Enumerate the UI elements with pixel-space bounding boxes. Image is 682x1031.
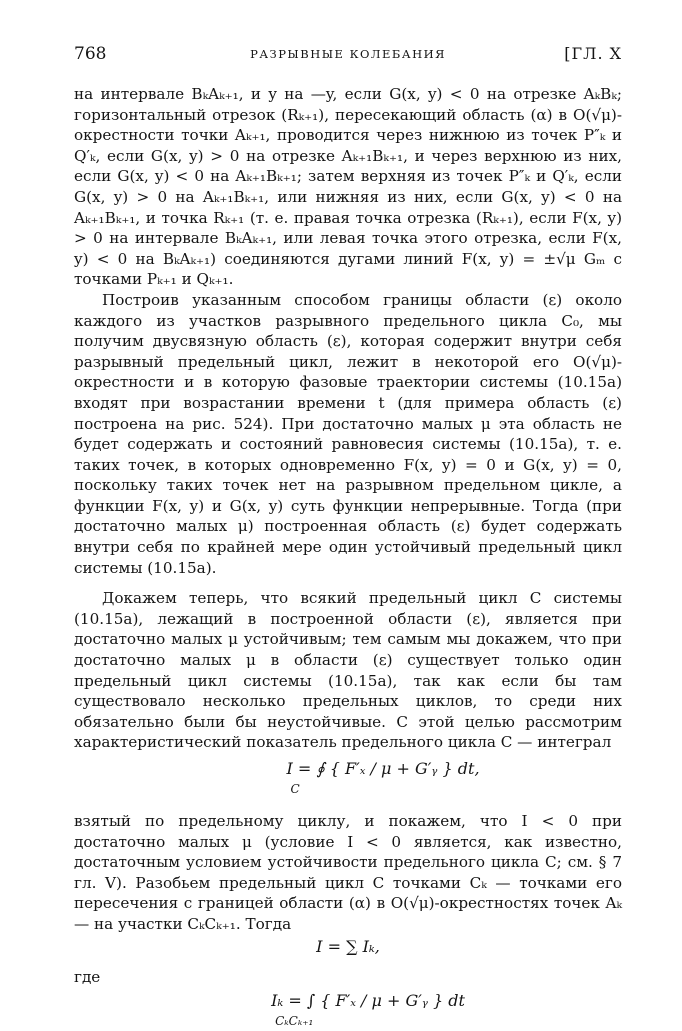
equation-segment-subscript: CₖCₖ₊₁: [275, 1013, 314, 1028]
equation-integral-subscript: C: [290, 782, 300, 796]
equation-sum-text: I = ∑ Iₖ,: [316, 936, 380, 956]
page-header: [74, 44, 622, 70]
equation-segment-integral: [74, 987, 622, 1031]
page-number: 768: [74, 44, 107, 64]
paragraph-stability-proof: Докажем теперь, что всякий предельный цикл C системы (10.15а), лежащий в построенной области (ε), является при достаточно малых μ устойчивым; тем самым мы докажем, что при достаточно малых μ в области (ε) существует только один предельный цикл системы (10.15а), так как если бы там существовало несколько предельных циклов, то среди них обязательно были бы неустойчивые. С этой целью рассмотрим характеристический показатель предельного цикла C — интеграл: [74, 589, 622, 752]
paragraph-continued: на интервале BₖAₖ₊₁, и y на —y, если G(x, y) < 0 на отрезке AₖBₖ; горизонтальный отрезок (Rₖ₊₁), пересекающий область (α) в O(√μ)-окрестности точки Aₖ₊₁, проводится через нижнюю из точек P″ₖ и Q′ₖ, если G(x, y) > 0 на отрезке Aₖ₊₁Bₖ₊₁, и через верхнюю из них, если G(x, y) < 0 на Aₖ₊₁Bₖ₊₁; затем верхняя из точек P″ₖ и Q′ₖ, если G(x, y) > 0 на Aₖ₊₁Bₖ₊₁, или нижняя из них, если G(x, y) < 0 на Aₖ₊₁Bₖ₊₁, и точка Rₖ₊₁ (т. е. правая точка отрезка (Rₖ₊₁), если F(x, y) > 0 на интервале BₖAₖ₊₁, или левая точка этого отрезка, если F(x, y) < 0 на BₖAₖ₊₁) соединяются дугами линий F(x, y) = ±√μ Gₘ с точками Pₖ₊₁ и Qₖ₊₁.: [74, 85, 622, 289]
running-title: РАЗРЫВНЫЕ КОЛЕБАНИЯ: [250, 47, 446, 61]
paragraph-region-construction: Построив указанным способом границы области (ε) около каждого из участков разрывного предельного цикла C₀, мы получим двусвязную область (ε), которая содержит внутри себя разрывный предельный цикл, лежит в некоторой его O(√μ)-окрестности и в которую фазовые траектории системы (10.15а) входят при возрастании времени t (для примера область (ε) построена на рис. 524). При достаточно малых μ эта область не будет содержать и состояний равновесия системы (10.15а), т. е. таких точек, в которых одновременно F(x, y) = 0 и G(x, y) = 0, поскольку таких точек нет на разрывном предельном цикле, а функции F(x, y) и G(x, y) суть функции непрерывные. Тогда (при достаточно малых μ) построенная область (ε) будет содержать внутри себя по крайней мере один устойчивый предельный цикл системы (10.15а).: [74, 290, 622, 577]
equation-integral-text: I = ∮ { F′ₓ / μ + G′ᵧ } dt,: [286, 759, 480, 778]
equation-sum: [74, 935, 622, 967]
equation-characteristic-integral: [74, 753, 622, 811]
equation-segment-text: Iₖ = ∫ { F′ₓ / μ + G′ᵧ } dt: [271, 990, 465, 1010]
paragraph-partition: взятый по предельному циклу, и покажем, что I < 0 при достаточно малых μ (условие I < 0 является, как известно, достаточным условием устойчивости предельного цикла C; см. § 7 гл. V). Разобьем предельный цикл C точками Cₖ — точками его пересечения с границей области (α) в O(√μ)-окрестностях точек Aₖ — на участки CₖCₖ₊₁. Тогда: [74, 812, 622, 933]
where-label: где: [74, 967, 101, 986]
page-body: [74, 84, 622, 1031]
chapter-label: [ГЛ. X: [564, 44, 622, 63]
